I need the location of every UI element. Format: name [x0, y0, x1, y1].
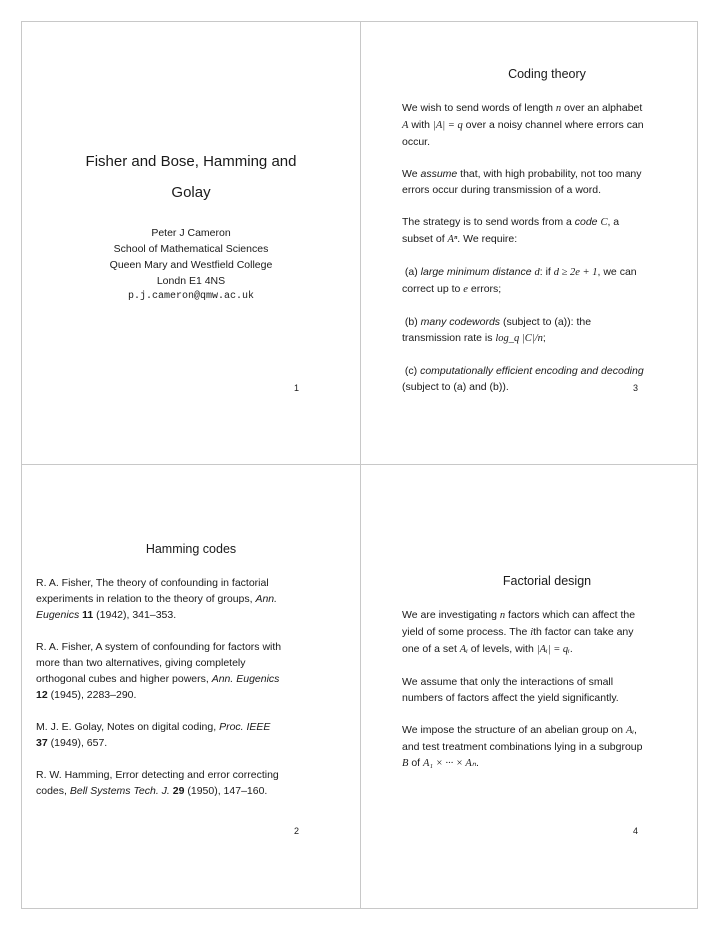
author: Peter J Cameron: [151, 227, 231, 239]
slide-2-title: Hamming codes: [145, 542, 237, 556]
paragraph-2: We assume that only the interactions of small numbers of factors affect the yield significantly.: [402, 676, 619, 704]
page-number-3: 3: [633, 383, 639, 393]
slide-3-title: Coding theory: [508, 67, 586, 81]
vertical-divider: [360, 21, 361, 909]
page-number-1: 1: [294, 383, 300, 393]
paragraph-3: We impose the structure of an abelian group on Aᵢ, and test treatment combinations lying in a subgroup B of A₁ × ··· × Aₙ.: [402, 724, 643, 769]
slide-2: [36, 541, 346, 799]
school: School of Mathematical Sciences: [113, 243, 269, 255]
paragraph-3: The strategy is to send words from a code C, a subset of Aⁿ. We require:: [402, 216, 620, 245]
reference-2: R. A. Fisher, A system of confounding for factors with more than two alternatives, giving completely orthogonal cubes and higher powers, Ann. Eugenics 12 (1945), 2283–290.: [36, 641, 282, 701]
reference-4: R. W. Hamming, Error detecting and error correcting codes, Bell Systems Tech. J. 29 (1950), 147–160.: [36, 769, 279, 797]
college: Queen Mary and Westfield College: [109, 259, 273, 271]
requirement-c: (c) computationally efficient encoding and decoding (subject to (a) and (b)).: [402, 365, 644, 393]
reference-3: M. J. E. Golay, Notes on digital coding, Proc. IEEE 37 (1949), 657.: [36, 721, 271, 749]
slide-1: [36, 146, 346, 305]
slide-4: [402, 573, 692, 772]
page-number-4: 4: [633, 826, 639, 836]
paragraph-2: We assume that, with high probability, not too many errors occur during transmission of a word.: [402, 168, 642, 196]
slide-3: [402, 66, 692, 395]
paragraph-1: We are investigating n factors which can affect the yield of some process. The ith factor can take any one of a set Aᵢ of levels, with |Aᵢ| = qᵢ.: [402, 609, 636, 655]
paragraph-1: We wish to send words of length n over an alphabet A with |A| = q over a noisy channel where errors can occur.: [402, 102, 644, 148]
reference-1: R. A. Fisher, The theory of confounding in factorial experiments in relation to the theory of groups, Ann. Eugenics 11 (1942), 341–353.: [36, 577, 278, 621]
email: p.j.cameron@qmw.ac.uk: [127, 291, 255, 302]
slide-4-title: Factorial design: [502, 574, 592, 588]
horizontal-divider: [21, 464, 698, 465]
slide-1-title: [36, 146, 346, 208]
page-number-2: 2: [294, 826, 300, 836]
title-line-1: Fisher and Bose, Hamming and: [85, 153, 297, 170]
city: Londn E1 4NS: [156, 275, 226, 287]
title-line-2: Golay: [171, 184, 211, 201]
requirement-b: (b) many codewords (subject to (a)): the transmission rate is log_q |C|/n;: [402, 316, 592, 344]
requirement-a: (a) large minimum distance d: if d ≥ 2e + 1, we can correct up to e errors;: [402, 266, 637, 295]
